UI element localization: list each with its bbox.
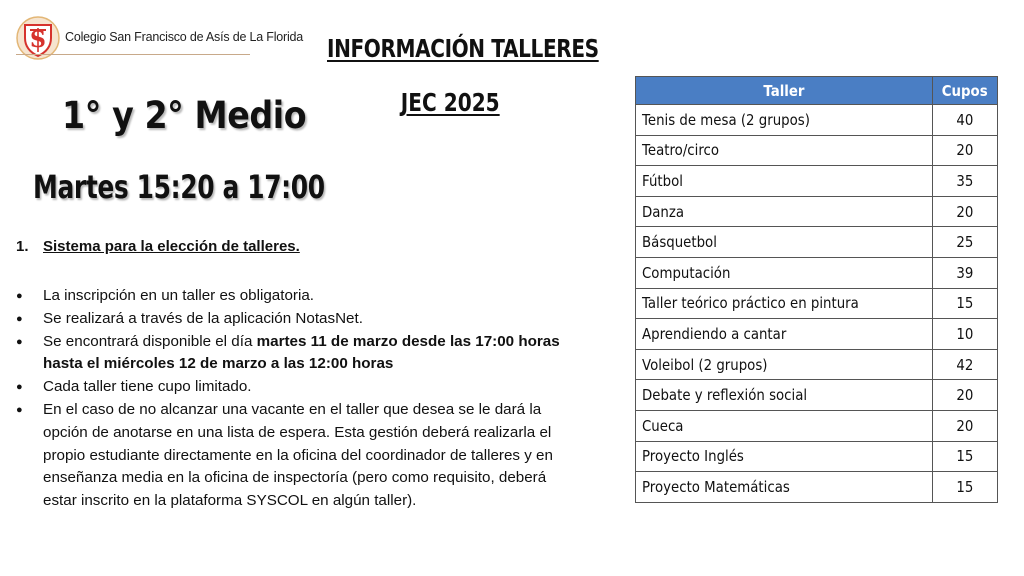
column-header-taller: Taller — [636, 77, 933, 105]
table-row — [636, 441, 998, 472]
list-item — [16, 399, 576, 513]
taller-cell: Cueca — [636, 410, 933, 441]
list-item — [16, 376, 576, 399]
section-title: Sistema para la elección de talleres. — [43, 238, 300, 255]
page-subtitle: JEC 2025 — [400, 88, 500, 117]
taller-cell: Fútbol — [636, 166, 933, 197]
taller-cell: Teatro/circo — [636, 135, 933, 166]
taller-cell: Voleibol (2 grupos) — [636, 349, 933, 380]
svg-text:S: S — [30, 27, 46, 53]
bullet-bold-text: martes 11 de marzo desde las 17:00 horas hasta el miércoles 12 de marzo a las 12:00 horas — [43, 332, 560, 373]
cupos-cell: 25 — [933, 227, 998, 258]
bullet-text: Cada taller tiene cupo limitado. — [43, 378, 252, 396]
taller-cell: Aprendiendo a cantar — [636, 319, 933, 350]
table-row — [636, 196, 998, 227]
column-header-cupos: Cupos — [933, 77, 998, 105]
taller-cell: Danza — [636, 196, 933, 227]
bullet-icon: ● — [16, 290, 23, 302]
taller-cell: Computación — [636, 257, 933, 288]
table-header-row — [636, 77, 998, 105]
cupos-cell: 15 — [933, 288, 998, 319]
taller-cell: Básquetbol — [636, 227, 933, 258]
table-row — [636, 288, 998, 319]
cupos-cell: 40 — [933, 105, 998, 136]
table-row — [636, 105, 998, 136]
cupos-cell: 20 — [933, 380, 998, 411]
cupos-cell: 15 — [933, 472, 998, 503]
table-row — [636, 319, 998, 350]
list-item — [16, 331, 576, 377]
bullet-text: La inscripción en un taller es obligatoria. — [43, 287, 315, 304]
cupos-cell: 35 — [933, 166, 998, 197]
workshops-table — [635, 76, 998, 503]
taller-cell: Proyecto Matemáticas — [636, 472, 933, 503]
table-row — [636, 349, 998, 380]
taller-cell: Debate y reflexión social — [636, 380, 933, 411]
bullet-text: Se encontrará disponible el día — [43, 332, 257, 350]
cupos-cell: 20 — [933, 410, 998, 441]
bullet-icon: ● — [16, 335, 23, 348]
table-row — [636, 380, 998, 411]
cupos-cell: 39 — [933, 257, 998, 288]
school-name: Colegio San Francisco de Asís de La Florida — [65, 30, 304, 44]
header-divider — [16, 54, 250, 55]
table-row — [636, 135, 998, 166]
table-row — [636, 410, 998, 441]
cupos-cell: 20 — [933, 135, 998, 166]
cupos-cell: 20 — [933, 196, 998, 227]
taller-cell: Taller teórico práctico en pintura — [636, 288, 933, 319]
grade-heading: 1° y 2° Medio — [62, 94, 307, 137]
list-item — [16, 308, 576, 331]
cupos-cell: 42 — [933, 349, 998, 380]
bullet-icon: ● — [16, 312, 23, 325]
taller-cell: Tenis de mesa (2 grupos) — [636, 105, 933, 136]
bullet-text: En el caso de no alcanzar una vacante en el taller que desea se le dará la opción de anotarse en una lista de espera. Esta gestión deberá realizarla el propio estudiante directamente en la oficina del coordinador de talleres y en enseñanza media en la oficina de inspectoría (pero como requisito, deberá estar inscrito en la plataforma SYSCOL en algún taller). — [43, 400, 553, 510]
list-item — [16, 285, 576, 308]
cupos-cell: 10 — [933, 319, 998, 350]
table-row — [636, 227, 998, 258]
bullet-icon: ● — [16, 381, 23, 394]
schedule-heading: Martes 15:20 a 17:00 — [33, 168, 325, 206]
table-row — [636, 166, 998, 197]
section-number: 1. — [16, 238, 29, 255]
table-row — [636, 257, 998, 288]
bullet-icon: ● — [16, 403, 23, 416]
cupos-cell: 15 — [933, 441, 998, 472]
taller-cell: Proyecto Inglés — [636, 441, 933, 472]
bullet-text: Se realizará a través de la aplicación NotasNet. — [43, 309, 363, 327]
rules-list — [16, 285, 576, 513]
section-heading — [16, 238, 300, 255]
page-title: INFORMACIÓN TALLERES — [327, 34, 599, 63]
table-row — [636, 472, 998, 503]
